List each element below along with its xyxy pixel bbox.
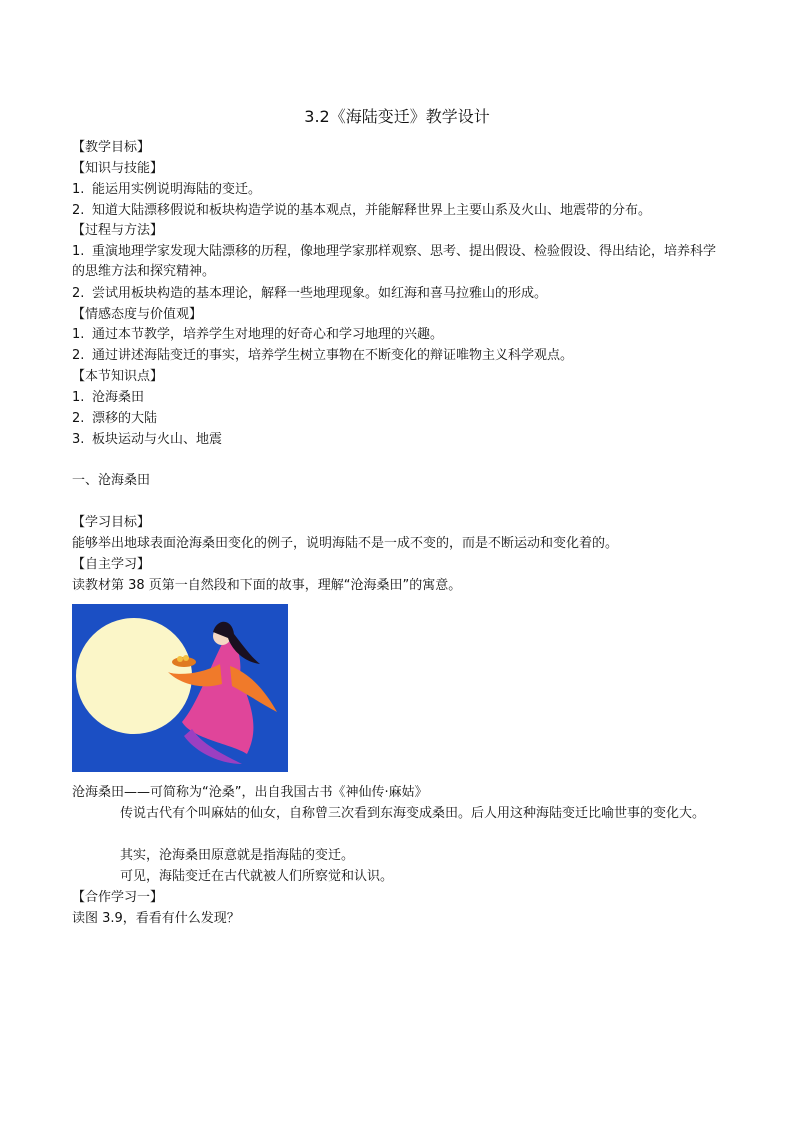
list-item [72, 388, 144, 408]
item-number: 2. [72, 348, 85, 363]
fairy-moon-image [72, 604, 288, 772]
list-item [72, 201, 651, 221]
item-number: 2. [72, 411, 85, 426]
item-number: 1. [72, 327, 85, 342]
list-item [72, 346, 573, 366]
item-number: 3. [72, 432, 85, 447]
item-number: 1. [72, 390, 85, 405]
list-item [72, 180, 261, 200]
item-text: 知道大陆漂移假说和板块构造学说的基本观点，并能解释世界上主要山系及火山、地震带的分布。 [92, 203, 652, 218]
attitude-values-heading: 【情感态度与价值观】 [72, 307, 203, 322]
coop-study-heading: 【合作学习一】 [72, 890, 164, 905]
list-item [72, 242, 724, 282]
item-text: 能运用实例说明海陆的变迁。 [92, 182, 262, 197]
list-item [72, 284, 547, 304]
item-text: 漂移的大陆 [92, 411, 158, 426]
process-methods-heading: 【过程与方法】 [72, 223, 164, 238]
knowledge-points-heading: 【本节知识点】 [72, 369, 164, 384]
self-study-text: 读教材第 38 页第一自然段和下面的故事，理解“沧海桑田”的寓意。 [72, 578, 462, 593]
item-number: 2. [72, 286, 85, 301]
item-number: 2. [72, 203, 85, 218]
section-heading: 一、沧海桑田 [72, 473, 151, 488]
story-caption: 沧海桑田——可简称为“沧桑”，出自我国古书《神仙传·麻姑》 [72, 785, 428, 800]
item-text: 沧海桑田 [92, 390, 145, 405]
story-paragraph: 传说古代有个叫麻姑的仙女，自称曾三次看到东海变成桑田。后人用这种海陆变迁比喻世事的变化大。 [120, 806, 706, 821]
knowledge-skills-heading: 【知识与技能】 [72, 161, 164, 176]
teaching-goals-heading: 【教学目标】 [72, 140, 151, 155]
list-item [72, 430, 222, 450]
item-number: 1. [72, 182, 85, 197]
list-item [72, 409, 157, 429]
fairy-moon-illustration [72, 604, 288, 772]
story-paragraph: 可见，海陆变迁在古代就被人们所察觉和认识。 [120, 869, 394, 884]
learning-goal-heading: 【学习目标】 [72, 515, 151, 530]
self-study-heading: 【自主学习】 [72, 557, 151, 572]
item-text: 通过本节教学，培养学生对地理的好奇心和学习地理的兴趣。 [92, 327, 444, 342]
learning-goal-text: 能够举出地球表面沧海桑田变化的例子，说明海陆不是一成不变的，而是不断运动和变化着的。 [72, 536, 619, 551]
story-paragraph: 其实，沧海桑田原意就是指海陆的变迁。 [120, 848, 355, 863]
item-text: 尝试用板块构造的基本理论，解释一些地理现象。如红海和喜马拉雅山的形成。 [92, 286, 548, 301]
coop-study-text: 读图 3.9，看看有什么发现？ [72, 911, 240, 926]
page-title: 3.2《海陆变迁》教学设计 [304, 107, 490, 126]
list-item [72, 325, 443, 345]
item-text: 通过讲述海陆变迁的事实，培养学生树立事物在不断变化的辩证唯物主义科学观点。 [92, 348, 574, 363]
item-text: 板块运动与火山、地震 [92, 432, 223, 447]
item-text: 重演地理学家发现大陆漂移的历程，像地理学家那样观察、思考、提出假设、检验假设、得出结论，培养科学的思维方法和探究精神。 [72, 244, 717, 279]
item-number: 1. [72, 244, 85, 259]
